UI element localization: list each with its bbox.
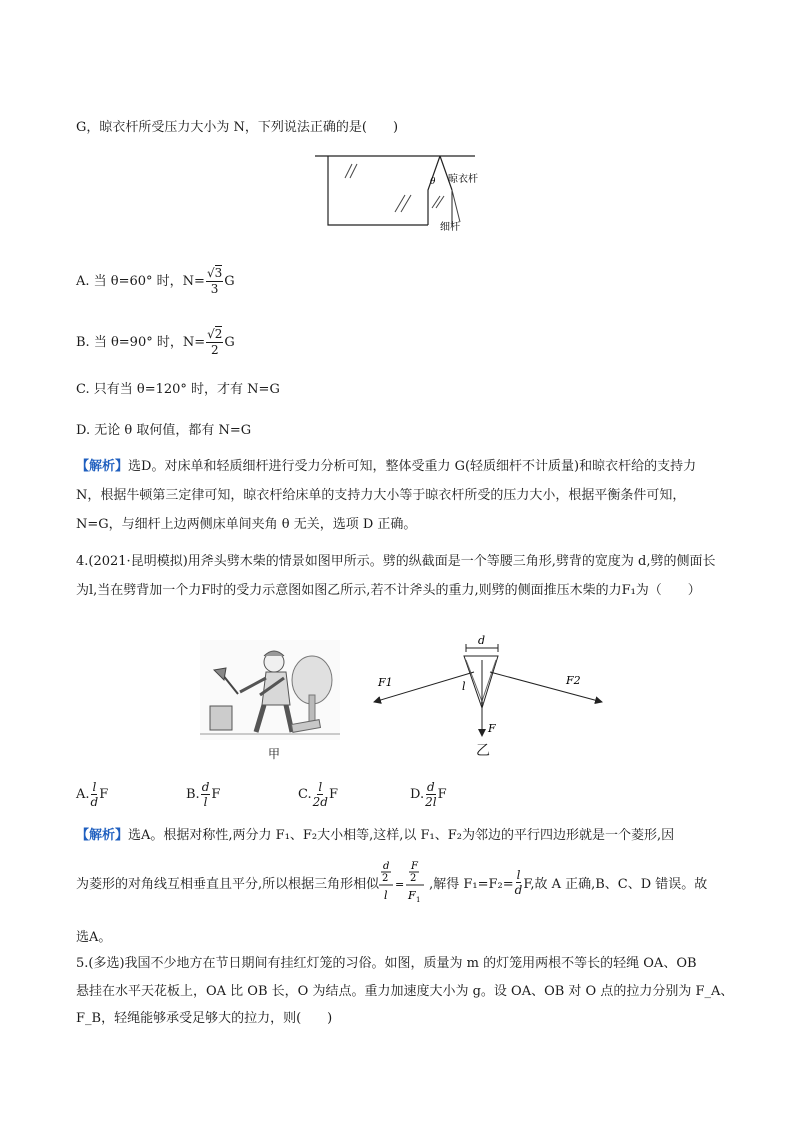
q4-option-b-num: d xyxy=(201,780,210,794)
q3-option-a xyxy=(76,266,721,297)
q4-option-c xyxy=(298,780,338,809)
q4-option-b-den: l xyxy=(203,795,208,809)
q3-option-b-prefix: B. 当 θ=90° 时，N= xyxy=(76,335,206,350)
q3-option-b-fraction: $\frac{√2}{2}$ xyxy=(207,327,223,357)
q3-analysis-text: 选D。对床单和轻质细杆进行受力分析可知，整体受重力 G(轻质细杆不计质量)和晾衣杆给的支持力 N，根据牛顿第三定律可知，晾衣杆给床单的支持力大小等于晾衣杆所受的压力大小，根据平衡条件可知，N=G，与细杆上边两侧床单间夹角 θ 无关，选项 D 正确。 xyxy=(76,459,697,532)
q3-option-c: C. 只有当 θ=120° 时，才有 N=G xyxy=(76,382,280,397)
q4-option-c-unit: F xyxy=(328,787,338,802)
fig-jia-label: 甲 xyxy=(268,747,281,761)
q4-option-a-num: l xyxy=(92,780,97,794)
f2-label: F2 xyxy=(566,674,581,687)
pole-label: 晾衣杆 xyxy=(448,174,478,185)
q4-option-c-den: 2d xyxy=(312,795,328,809)
q4-analysis-line3: 选A。 xyxy=(76,930,112,945)
d-label: d xyxy=(478,634,486,647)
svg-text:l: l xyxy=(384,889,388,902)
q4-option-d-fraction xyxy=(425,780,436,809)
q3-clothesline-figure xyxy=(310,150,490,235)
theta-label: θ xyxy=(430,177,436,187)
q3-option-b xyxy=(76,327,721,358)
l-over-d-fraction: $\frac{l}{d}$ xyxy=(514,867,523,897)
q4-option-c-letter: C. xyxy=(298,787,312,802)
q4-force-diagram xyxy=(370,630,610,740)
q4-option-a-unit: F xyxy=(99,787,109,802)
l-label: l xyxy=(462,680,466,693)
q4-option-c-fraction xyxy=(313,780,328,809)
q4-option-d-den: 2l xyxy=(425,795,437,809)
q4-option-b-letter: B. xyxy=(186,787,200,802)
q3-option-a-den: 3 xyxy=(210,282,219,296)
q3-option-b-den: 2 xyxy=(210,343,219,357)
q4-option-a-den: d xyxy=(90,795,99,809)
q3-option-a-fraction: $\frac{√3}{3}$ xyxy=(206,266,223,296)
q5-stem-line2: 悬挂在水平天花板上，OA 比 OB 长，O 为结点。重力加速度大小为 g。设 OA、OB 对 O 点的拉力分别为 F_A、 xyxy=(76,984,734,999)
svg-text:F: F xyxy=(411,861,419,872)
q3-option-d: D. 无论 θ 取何值，都有 N=G xyxy=(76,423,252,438)
q3-option-a-unit: G xyxy=(224,274,235,289)
svg-text:=: = xyxy=(395,878,405,891)
q4-woodcutter-illustration xyxy=(200,640,340,740)
q4-option-a-fraction xyxy=(91,780,99,809)
q4-option-d-letter: D. xyxy=(410,787,425,802)
similar-triangles-formula xyxy=(379,859,429,905)
q4-analysis-text2c: F,故 A 正确,B、C、D 错误。故 xyxy=(523,876,708,892)
svg-text:2: 2 xyxy=(382,873,389,884)
q4-analysis-tag: 【解析】 xyxy=(76,828,129,843)
q4-analysis-line2 xyxy=(76,858,721,906)
q5-stem-line3: F_B，轻绳能够承受足够大的拉力，则( ) xyxy=(76,1011,333,1026)
q3-option-a-prefix: A. 当 θ=60° 时，N= xyxy=(76,274,205,289)
q4-option-a-letter: A. xyxy=(76,787,90,802)
q4-option-b-unit: F xyxy=(211,787,221,802)
q5-stem-line1: 5.(多选)我国不少地方在节日期间有挂红灯笼的习俗。如图，质量为 m 的灯笼用两根不等长的轻绳 OA、OB xyxy=(76,956,697,971)
q4-stem: 4.(2021·昆明模拟)用斧头劈木柴的情景如图甲所示。劈的纵截面是一个等腰三角形,劈背的宽度为 d,劈的侧面长为l,当在劈背加一个力F时的受力示意图如图乙所示,若不计斧头的重力,则劈的侧面推压木柴的力F₁为（ ） xyxy=(76,554,716,598)
q4-analysis-text2a: 为菱形的对角线互相垂直且平分,所以根据三角形相似 xyxy=(76,876,380,892)
fig-yi-label: 乙 xyxy=(476,743,490,759)
q3-option-a-num: 3 xyxy=(214,266,223,280)
q3-analysis-tag: 【解析】 xyxy=(76,459,129,474)
f-label: F xyxy=(488,722,496,735)
q3-stem-tail: G，晾衣杆所受压力大小为 N，下列说法正确的是( ) xyxy=(76,120,399,135)
q4-option-b-fraction xyxy=(201,780,211,809)
q4-option-d-unit: F xyxy=(437,787,447,802)
q4-option-b xyxy=(186,780,220,809)
q3-option-b-unit: G xyxy=(224,335,235,350)
rod-label: 细杆 xyxy=(440,222,460,233)
q4-analysis-line1 xyxy=(76,824,721,843)
q3-option-b-num: 2 xyxy=(214,327,223,341)
q4-option-d-num: d xyxy=(426,780,435,794)
svg-text:F: F xyxy=(408,889,416,902)
q4-analysis-text1: 选A。根据对称性,两分力 F₁、F₂大小相等,这样,以 F₁、F₂为邻边的平行四边形就是一个菱形,因 xyxy=(128,828,675,843)
q4-option-a xyxy=(76,780,108,809)
svg-text:d: d xyxy=(383,861,390,872)
f1-label: F1 xyxy=(378,676,393,689)
q3-analysis xyxy=(76,452,721,539)
q4-option-d xyxy=(410,780,447,809)
svg-text:1: 1 xyxy=(416,896,421,904)
q4-option-c-num: l xyxy=(318,780,323,794)
svg-text:2: 2 xyxy=(410,873,417,884)
q4-analysis-text2b: ,解得 F₁=F₂= xyxy=(429,876,514,892)
